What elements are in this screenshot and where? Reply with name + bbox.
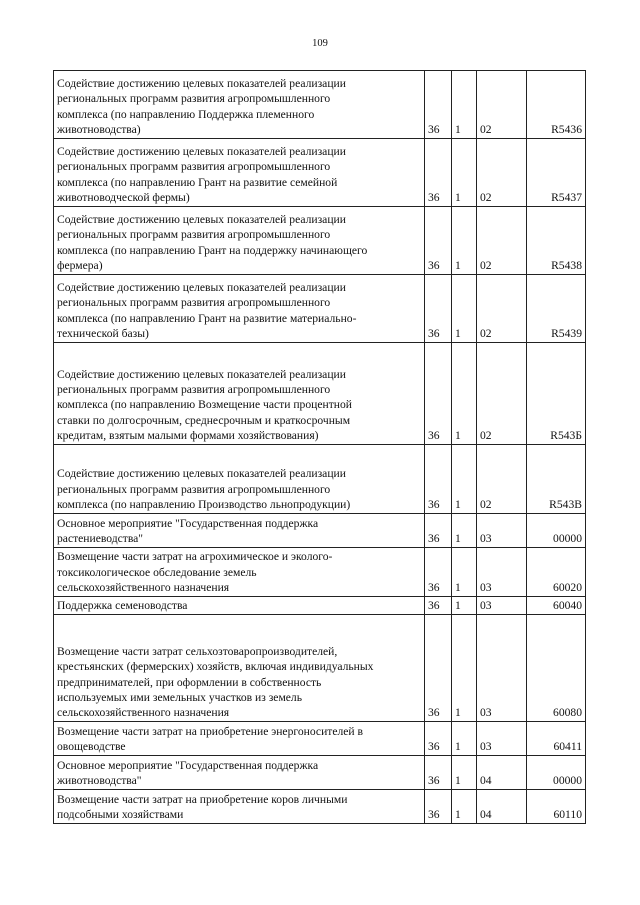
description-line: комплекса (по направлению Возмещение части процентной — [57, 398, 352, 412]
description-line: технической базы) — [57, 326, 149, 340]
description-line: Основное мероприятие "Государственная поддержка — [57, 516, 319, 530]
item-description — [54, 445, 425, 514]
section-code: 1 — [452, 275, 477, 343]
description-line: Возмещение части затрат на приобретение коров личными — [57, 792, 348, 806]
section-code: 1 — [452, 722, 477, 756]
description-line: сельскохозяйственного назначения — [57, 580, 230, 594]
description-line: Возмещение части затрат на приобретение энергоносителей в — [57, 724, 363, 738]
target-article-code: R5437 — [527, 139, 586, 207]
table-row — [54, 548, 586, 597]
description-line: используемых ими земельных участков из земель — [57, 690, 302, 704]
subsection-code: 02 — [477, 207, 527, 275]
ministry-code: 36 — [425, 597, 452, 615]
ministry-code: 36 — [425, 207, 452, 275]
section-code: 1 — [452, 445, 477, 514]
table-row — [54, 790, 586, 824]
ministry-code: 36 — [425, 275, 452, 343]
target-article-code: 00000 — [527, 756, 586, 790]
ministry-code: 36 — [425, 756, 452, 790]
item-description — [54, 756, 425, 790]
table-row — [54, 71, 586, 139]
description-line: комплекса (по направлению Грант на развитие материально- — [57, 311, 357, 325]
target-article-code: 60080 — [527, 615, 586, 722]
description-line: региональных программ развития агропромышленного — [57, 92, 331, 106]
description-line: крестьянских (фермерских) хозяйств, включая индивидуальных — [57, 660, 374, 674]
table-row — [54, 343, 586, 445]
item-description — [54, 343, 425, 445]
target-article-code: R543B — [527, 445, 586, 514]
description-line: комплекса (по направлению Производство льнопродукции) — [57, 497, 351, 511]
item-description — [54, 514, 425, 548]
subsection-code: 03 — [477, 597, 527, 615]
table-row — [54, 722, 586, 756]
description-line: Содействие достижению целевых показателей реализации — [57, 467, 346, 481]
subsection-code: 02 — [477, 71, 527, 139]
description-line: комплекса (по направлению Грант на развитие семейной — [57, 175, 338, 189]
table-row — [54, 756, 586, 790]
description-line: фермера) — [57, 258, 103, 272]
target-article-code: R543Б — [527, 343, 586, 445]
ministry-code: 36 — [425, 343, 452, 445]
description-line: животноводства) — [57, 122, 141, 136]
page-number: 109 — [312, 38, 328, 49]
item-description — [54, 71, 425, 139]
subsection-code: 02 — [477, 343, 527, 445]
item-description — [54, 548, 425, 597]
target-article-code: 60110 — [527, 790, 586, 824]
description-line: ставки по долгосрочным, среднесрочным и краткосрочным — [57, 413, 351, 427]
target-article-code: 60040 — [527, 597, 586, 615]
item-description — [54, 275, 425, 343]
description-line: Содействие достижению целевых показателей реализации — [57, 213, 346, 227]
subsection-code: 02 — [477, 275, 527, 343]
description-line: подсобными хозяйствами — [57, 808, 184, 821]
item-description — [54, 207, 425, 275]
budget-classification-table — [53, 70, 586, 824]
section-code: 1 — [452, 139, 477, 207]
target-article-code: 60411 — [527, 722, 586, 756]
section-code: 1 — [452, 790, 477, 824]
ministry-code: 36 — [425, 445, 452, 514]
description-line: региональных программ развития агропромышленного — [57, 296, 331, 310]
ministry-code: 36 — [425, 548, 452, 597]
description-line: кредитам, взятым малыми формами хозяйствования) — [57, 428, 319, 442]
description-line: растениеводства" — [57, 531, 144, 545]
subsection-code: 03 — [477, 514, 527, 548]
description-line: Содействие достижению целевых показателей реализации — [57, 77, 346, 91]
target-article-code: R5436 — [527, 71, 586, 139]
ministry-code: 36 — [425, 139, 452, 207]
subsection-code: 04 — [477, 790, 527, 824]
description-line: региональных программ развития агропромышленного — [57, 383, 331, 397]
subsection-code: 02 — [477, 139, 527, 207]
table-row — [54, 275, 586, 343]
ministry-code: 36 — [425, 790, 452, 824]
section-code: 1 — [452, 71, 477, 139]
description-line: Содействие достижению целевых показателей реализации — [57, 145, 346, 159]
table-row — [54, 445, 586, 514]
description-line: Основное мероприятие "Государственная поддержка — [57, 758, 319, 772]
item-description — [54, 139, 425, 207]
item-description — [54, 615, 425, 722]
description-line: токсикологическое обследование земель — [57, 565, 257, 579]
target-article-code: 60020 — [527, 548, 586, 597]
description-line: региональных программ развития агропромышленного — [57, 482, 331, 496]
section-code: 1 — [452, 756, 477, 790]
subsection-code: 03 — [477, 615, 527, 722]
item-description — [54, 790, 425, 824]
description-line: животноводства" — [57, 774, 142, 787]
description-line: Содействие достижению целевых показателей реализации — [57, 281, 346, 295]
description-line: Возмещение части затрат на агрохимическое и эколого- — [57, 550, 333, 564]
section-code: 1 — [452, 207, 477, 275]
table-row — [54, 597, 586, 615]
target-article-code: 00000 — [527, 514, 586, 548]
item-description — [54, 597, 425, 615]
table-row — [54, 207, 586, 275]
item-description — [54, 722, 425, 756]
ministry-code: 36 — [425, 722, 452, 756]
subsection-code: 03 — [477, 722, 527, 756]
table-body — [54, 71, 586, 824]
table-row — [54, 139, 586, 207]
ministry-code: 36 — [425, 71, 452, 139]
section-code: 1 — [452, 548, 477, 597]
ministry-code: 36 — [425, 615, 452, 722]
section-code: 1 — [452, 514, 477, 548]
ministry-code: 36 — [425, 514, 452, 548]
target-article-code: R5439 — [527, 275, 586, 343]
description-line: Содействие достижению целевых показателей реализации — [57, 367, 346, 381]
subsection-code: 02 — [477, 445, 527, 514]
table-row — [54, 615, 586, 722]
description-line: комплекса (по направлению Грант на поддержку начинающего — [57, 243, 368, 257]
subsection-code: 03 — [477, 548, 527, 597]
description-line: сельскохозяйственного назначения — [57, 706, 230, 719]
description-line: Поддержка семеноводства — [57, 599, 188, 612]
subsection-code: 04 — [477, 756, 527, 790]
description-line: животноводческой фермы) — [57, 190, 190, 204]
description-line: Возмещение части затрат сельхозтоваропроизводителей, — [57, 645, 338, 659]
section-code: 1 — [452, 343, 477, 445]
table-row — [54, 514, 586, 548]
description-line: овощеводстве — [57, 740, 126, 753]
description-line: комплекса (по направлению Поддержка племенного — [57, 107, 315, 121]
description-line: предпринимателей, при оформлении в собственность — [57, 675, 322, 689]
target-article-code: R5438 — [527, 207, 586, 275]
description-line: региональных программ развития агропромышленного — [57, 160, 331, 174]
section-code: 1 — [452, 615, 477, 722]
description-line: региональных программ развития агропромышленного — [57, 228, 331, 242]
section-code: 1 — [452, 597, 477, 615]
